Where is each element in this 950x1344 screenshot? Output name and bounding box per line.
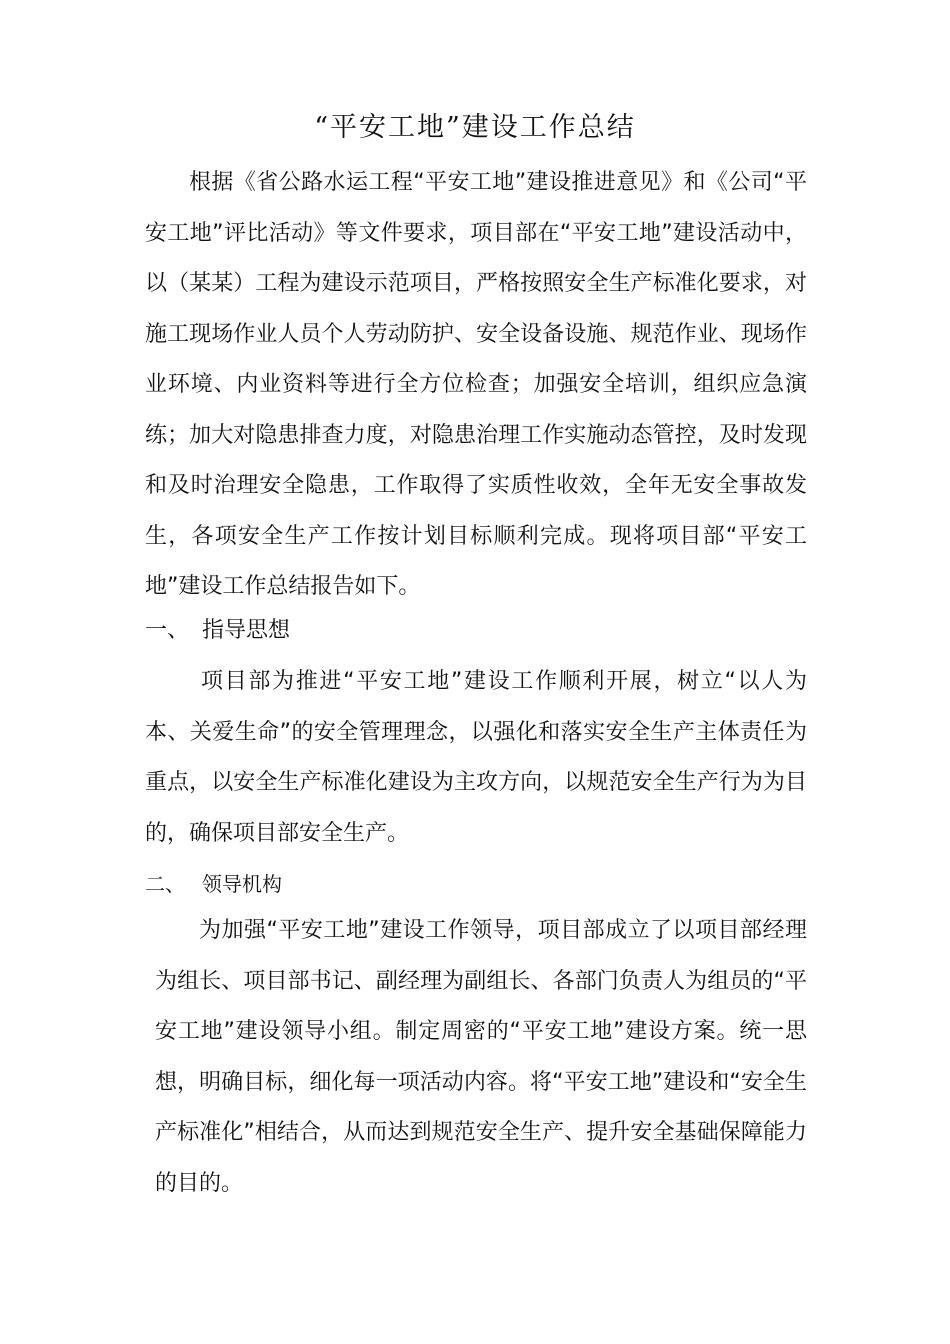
section-paragraph-1: 项目部为推进“平安工地”建设工作顺利开展，树立“以人为本、关爱生命”的安全管理理念，以强化和落实安全生产主体责任为重点，以安全生产标准化建设为主攻方向，以规范安全生产行为为目的，确保项目部安全生产。 — [145, 669, 807, 846]
section-number-1: 一、 — [145, 618, 190, 643]
section-paragraph-2: 为加强“平安工地”建设工作领导，项目部成立了以项目部经理为组长、项目部书记、副经理为副组长、各部门负责人为组员的“平安工地”建设领导小组。制定周密的“平安工地”建设方案。统一思想，明确目标，细化每一项活动内容。将“平安工地”建设和“安全生产标准化”相结合，从而达到规范安全生产、提升安全基础保障能力的目的。 — [155, 918, 807, 1196]
section-number-2: 二、 — [145, 872, 185, 896]
section-title-1: 指导思想 — [202, 618, 291, 643]
intro-paragraph: 根据《省公路水运工程“平安工地”建设推进意见》和《公司“平安工地”评比活动》等文件要求，项目部在“平安工地”建设活动中，以（某某）工程为建设示范项目，严格按照安全生产标准化要求，对施工现场作业人员个人劳动防护、安全设备设施、规范作业、现场作业环境、内业资料等进行全方位检查；加强安全培训，组织应急演练；加大对隐患排查力度，对隐患治理工作实施动态管控，及时发现和及时治理安全隐患，工作取得了实质性收效，全年无安全事故发生，各项安全生产工作按计划目标顺利完成。现将项目部“平安工地”建设工作总结报告如下。 — [145, 170, 807, 599]
section-heading-1 — [145, 611, 290, 651]
section-heading-2 — [145, 864, 282, 904]
section-title-2: 领导机构 — [202, 872, 282, 896]
document-title: “平安工地”建设工作总结 — [314, 112, 636, 143]
